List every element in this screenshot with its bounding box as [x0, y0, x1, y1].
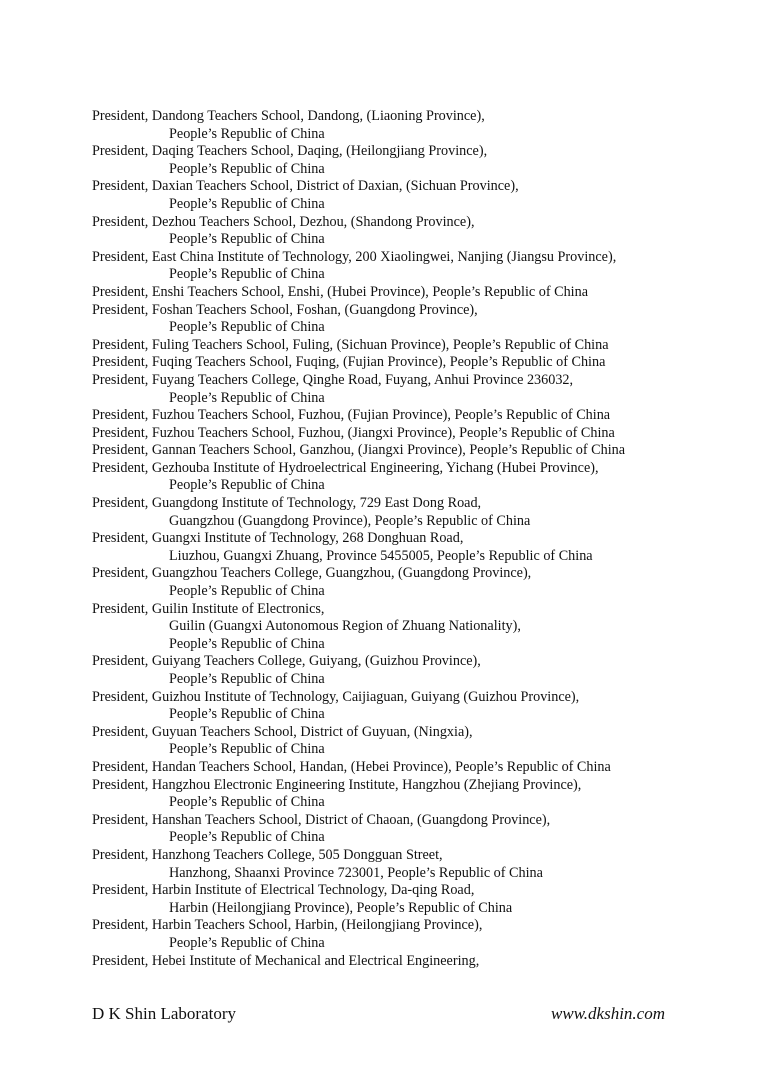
- entry-line: President, East China Institute of Technology, 200 Xiaolingwei, Nanjing (Jiangsu Province),: [92, 248, 617, 265]
- entry-line: President, Enshi Teachers School, Enshi, (Hubei Province), People’s Republic of China: [92, 283, 589, 300]
- entry-continuation-line: People’s Republic of China: [169, 794, 325, 811]
- entry-continuation-line: People’s Republic of China: [169, 319, 325, 336]
- list-item: [92, 425, 732, 443]
- list-item: [92, 847, 732, 882]
- list-item: [92, 953, 732, 971]
- list-item: [92, 689, 732, 724]
- entry-continuation-line: Harbin (Heilongjiang Province), People’s Republic of China: [169, 899, 513, 916]
- entry-line: President, Handan Teachers School, Handan, (Hebei Province), People’s Republic of China: [92, 758, 611, 775]
- list-item: [92, 812, 732, 847]
- entry-line: President, Fuling Teachers School, Fuling, (Sichuan Province), People’s Republic of China: [92, 336, 609, 353]
- entry-line: President, Daqing Teachers School, Daqing, (Heilongjiang Province),: [92, 143, 488, 160]
- entry-line: President, Guizhou Institute of Technology, Caijiaguan, Guiyang (Guizhou Province),: [92, 688, 580, 705]
- entry-continuation-line: Hanzhong, Shaanxi Province 723001, People’s Republic of China: [169, 864, 543, 881]
- list-item: [92, 214, 732, 249]
- entry-continuation-line: People’s Republic of China: [169, 231, 325, 248]
- list-item: [92, 724, 732, 759]
- entry-continuation-line: People’s Republic of China: [169, 125, 325, 142]
- entry-continuation-line: People’s Republic of China: [169, 266, 325, 283]
- entry-line: President, Harbin Institute of Electrical Technology, Da-qing Road,: [92, 882, 475, 899]
- list-item: [92, 372, 732, 407]
- entry-line: President, Dezhou Teachers School, Dezhou, (Shandong Province),: [92, 213, 475, 230]
- entry-line: President, Fuzhou Teachers School, Fuzhou, (Jiangxi Province), People’s Republic of China: [92, 424, 615, 441]
- entry-line: President, Guangzhou Teachers College, Guangzhou, (Guangdong Province),: [92, 565, 532, 582]
- list-item: [92, 337, 732, 355]
- list-item: [92, 777, 732, 812]
- list-item: [92, 442, 732, 460]
- entry-continuation-line: People’s Republic of China: [169, 477, 325, 494]
- entry-continuation-line: People’s Republic of China: [169, 671, 325, 687]
- entry-continuation-line: People’s Republic of China: [169, 934, 325, 951]
- entry-continuation-line: People’s Republic of China: [169, 195, 325, 212]
- list-item: [92, 495, 732, 530]
- entry-line: President, Fuqing Teachers School, Fuqing, (Fujian Province), People’s Republic of China: [92, 354, 606, 371]
- entry-continuation-line: People’s Republic of China: [169, 389, 325, 406]
- entry-continuation-line: People’s Republic of China: [169, 706, 325, 723]
- entry-line: President, Gannan Teachers School, Ganzhou, (Jiangxi Province), People’s Republic of China: [92, 442, 626, 459]
- entry-continuation-line: People’s Republic of China: [169, 741, 325, 758]
- entry-continuation-line: Guilin (Guangxi Autonomous Region of Zhuang Nationality),: [169, 618, 521, 635]
- entry-line: President, Daxian Teachers School, District of Daxian, (Sichuan Province),: [92, 178, 519, 195]
- entry-line: President, Guilin Institute of Electronics,: [92, 600, 325, 617]
- entry-continuation-line: People’s Republic of China: [169, 829, 325, 846]
- entry-continuation-line: Liuzhou, Guangxi Zhuang, Province 5455005, People’s Republic of China: [169, 547, 593, 564]
- list-item: [92, 302, 732, 337]
- entry-continuation-line: People’s Republic of China: [169, 583, 325, 600]
- entry-line: President, Hanshan Teachers School, District of Chaoan, (Guangdong Province),: [92, 811, 551, 828]
- entry-line: President, Hanzhong Teachers College, 505 Dongguan Street,: [92, 846, 443, 863]
- list-item: [92, 917, 732, 952]
- entry-line: President, Fuyang Teachers College, Qinghe Road, Fuyang, Anhui Province 236032,: [92, 371, 574, 388]
- entry-line: President, Guiyang Teachers College, Guiyang, (Guizhou Province),: [92, 653, 481, 670]
- entry-line: President, Dandong Teachers School, Dandong, (Liaoning Province),: [92, 108, 485, 124]
- entry-line: President, Guangdong Institute of Technology, 729 East Dong Road,: [92, 495, 482, 512]
- list-item: [92, 601, 732, 654]
- entry-line: President, Foshan Teachers School, Foshan, (Guangdong Province),: [92, 301, 478, 318]
- entry-line: President, Hangzhou Electronic Engineering Institute, Hangzhou (Zhejiang Province),: [92, 776, 582, 793]
- list-item: [92, 460, 732, 495]
- list-item: [92, 759, 732, 777]
- entry-line: President, Fuzhou Teachers School, Fuzhou, (Fujian Province), People’s Republic of China: [92, 407, 611, 424]
- list-item: [92, 108, 732, 143]
- list-item: [92, 530, 732, 565]
- list-item: [92, 565, 732, 600]
- entry-line: President, Guangxi Institute of Technology, 268 Donghuan Road,: [92, 530, 464, 547]
- list-item: [92, 284, 732, 302]
- list-item: [92, 143, 732, 178]
- entry-continuation-line: Guangzhou (Guangdong Province), People’s Republic of China: [169, 512, 531, 529]
- entry-line: President, Harbin Teachers School, Harbin, (Heilongjiang Province),: [92, 917, 483, 934]
- list-item: [92, 354, 732, 372]
- entry-line: President, Guyuan Teachers School, District of Guyuan, (Ningxia),: [92, 723, 473, 740]
- footer-lab-name: D K Shin Laboratory: [92, 1004, 237, 1023]
- entry-line: President, Hebei Institute of Mechanical and Electrical Engineering,: [92, 952, 480, 969]
- entry-continuation-line: People’s Republic of China: [169, 160, 325, 177]
- entry-continuation-line: People’s Republic of China: [169, 635, 325, 652]
- list-item: [92, 882, 732, 917]
- footer-website: www.dkshin.com: [551, 1004, 665, 1023]
- entry-line: President, Gezhouba Institute of Hydroelectrical Engineering, Yichang (Hubei Province),: [92, 459, 599, 476]
- list-item: [92, 653, 732, 688]
- list-item: [92, 249, 732, 284]
- list-item: [92, 178, 732, 213]
- list-item: [92, 407, 732, 425]
- entry-list: [92, 108, 732, 970]
